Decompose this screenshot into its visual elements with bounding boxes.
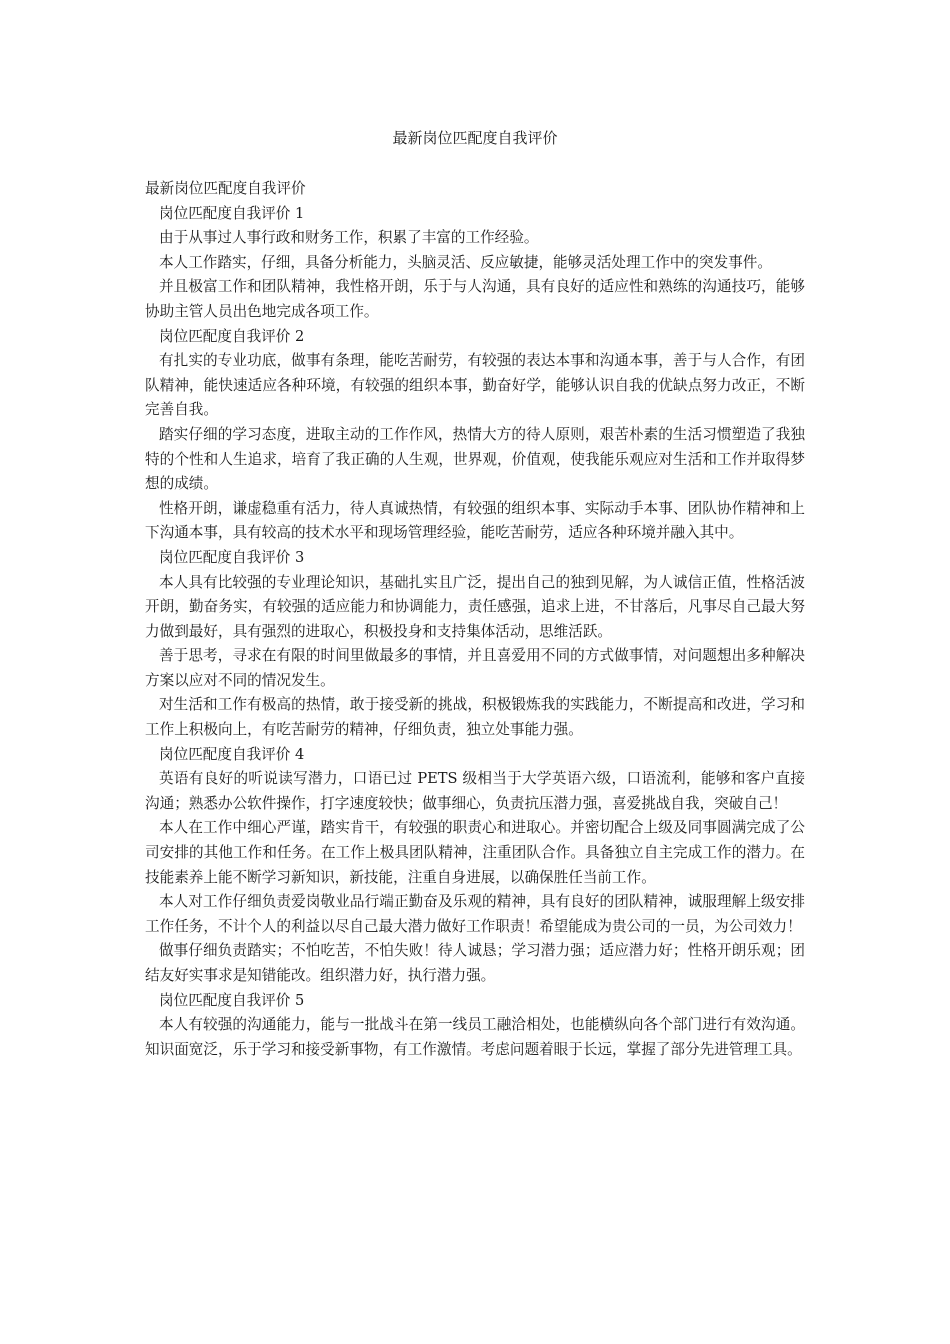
paragraph: 本人工作踏实，仔细，具备分析能力，头脑灵活、反应敏捷，能够灵活处理工作中的突发事件。 <box>159 253 772 271</box>
document-title: 最新岗位匹配度自我评价 <box>392 129 558 147</box>
paragraph: 对生活和工作有极高的热情，敢于接受新的挑战，积极锻炼我的实践能力，不断提高和改进，学习和工作上积极向上，有吃苦耐劳的精神，仔细负责，独立处事能力强。 <box>145 696 805 739</box>
section-3 <box>145 546 805 743</box>
paragraph: 善于思考，寻求在有限的时间里做最多的事情，并且喜爱用不同的方式做事情，对问题想出多种解决方案以应对不同的情况发生。 <box>145 647 805 689</box>
paragraph: 英语有良好的听说读写潜力，口语已过 PETS 级相当于大学英语六级，口语流利，能够和客户直接沟通；熟悉办公软件操作，打字速度较快；做事细心，负责抗压潜力强，喜爱挑战自我，突破自己！ <box>145 770 805 812</box>
paragraph: 做事仔细负责踏实；不怕吃苦，不怕失败！待人诚恳；学习潜力强；适应潜力好；性格开朗乐观；团结友好实事求是知错能改。组织潜力好，执行潜力强。 <box>145 942 805 984</box>
paragraph: 由于从事过人事行政和财务工作，积累了丰富的工作经验。 <box>159 229 539 247</box>
paragraph: 有扎实的专业功底，做事有条理，能吃苦耐劳，有较强的表达本事和沟通本事，善于与人合作，有团队精神，能快速适应各种环境，有较强的组织本事，勤奋好学，能够认识自我的优缺点努力改正，不断完善自我。 <box>145 352 805 419</box>
document-body <box>145 177 805 1062</box>
section-5 <box>145 989 805 1063</box>
section-2 <box>145 325 805 546</box>
paragraph: 本人具有比较强的专业理论知识，基础扎实且广泛，提出自己的独到见解，为人诚信正值，性格活波开朗，勤奋务实，有较强的适应能力和协调能力，责任感强，追求上进，不甘落后，凡事尽自己最大努力做到最好，具有强烈的进取心，积极投身和支持集体活动，思维活跃。 <box>145 573 805 640</box>
paragraph: 本人对工作仔细负责爱岗敬业品行端正勤奋及乐观的精神，具有良好的团队精神，诚服理解上级安排工作任务，不计个人的利益以尽自己最大潜力做好工作职责！希望能成为贵公司的一员，为公司效力！ <box>145 893 805 935</box>
paragraph: 并且极富工作和团队精神，我性格开朗，乐于与人沟通，具有良好的适应性和熟练的沟通技巧，能够协助主管人员出色地完成各项工作。 <box>145 278 805 320</box>
section-heading: 岗位匹配度自我评价 1 <box>159 204 305 222</box>
paragraph: 踏实仔细的学习态度，进取主动的工作作风，热情大方的待人原则，艰苦朴素的生活习惯塑造了我独特的个性和人生追求，培育了我正确的人生观，世界观，价值观，使我能乐观应对生活和工作并取得梦想的成绩。 <box>145 425 805 493</box>
section-heading: 岗位匹配度自我评价 3 <box>159 548 305 566</box>
section-heading: 岗位匹配度自我评价 4 <box>159 745 305 763</box>
document-lead: 最新岗位匹配度自我评价 <box>145 180 306 197</box>
paragraph: 性格开朗，谦虚稳重有活力，待人真诚热情，有较强的组织本事、实际动手本事、团队协作精神和上下沟通本事，具有较高的技术水平和现场管理经验，能吃苦耐劳，适应各种环境并融入其中。 <box>145 499 805 542</box>
paragraph: 本人有较强的沟通能力，能与一批战斗在第一线员工融洽相处，也能横纵向各个部门进行有效沟通。知识面宽泛，乐于学习和接受新事物，有工作激情。考虑问题着眼于长远，掌握了部分先进管理工具。 <box>145 1016 805 1058</box>
section-heading: 岗位匹配度自我评价 2 <box>159 327 305 345</box>
section-4 <box>145 743 805 989</box>
section-1 <box>145 202 805 325</box>
paragraph: 本人在工作中细心严谨，踏实肯干，有较强的职责心和进取心。并密切配合上级及同事圆满完成了公司安排的其他工作和任务。在工作上极具团队精神，注重团队合作。具备独立自主完成工作的潜力。在技能素养上能不断学习新知识，新技能，注重自身进展，以确保胜任当前工作。 <box>145 819 805 886</box>
section-heading: 岗位匹配度自我评价 5 <box>159 991 305 1009</box>
